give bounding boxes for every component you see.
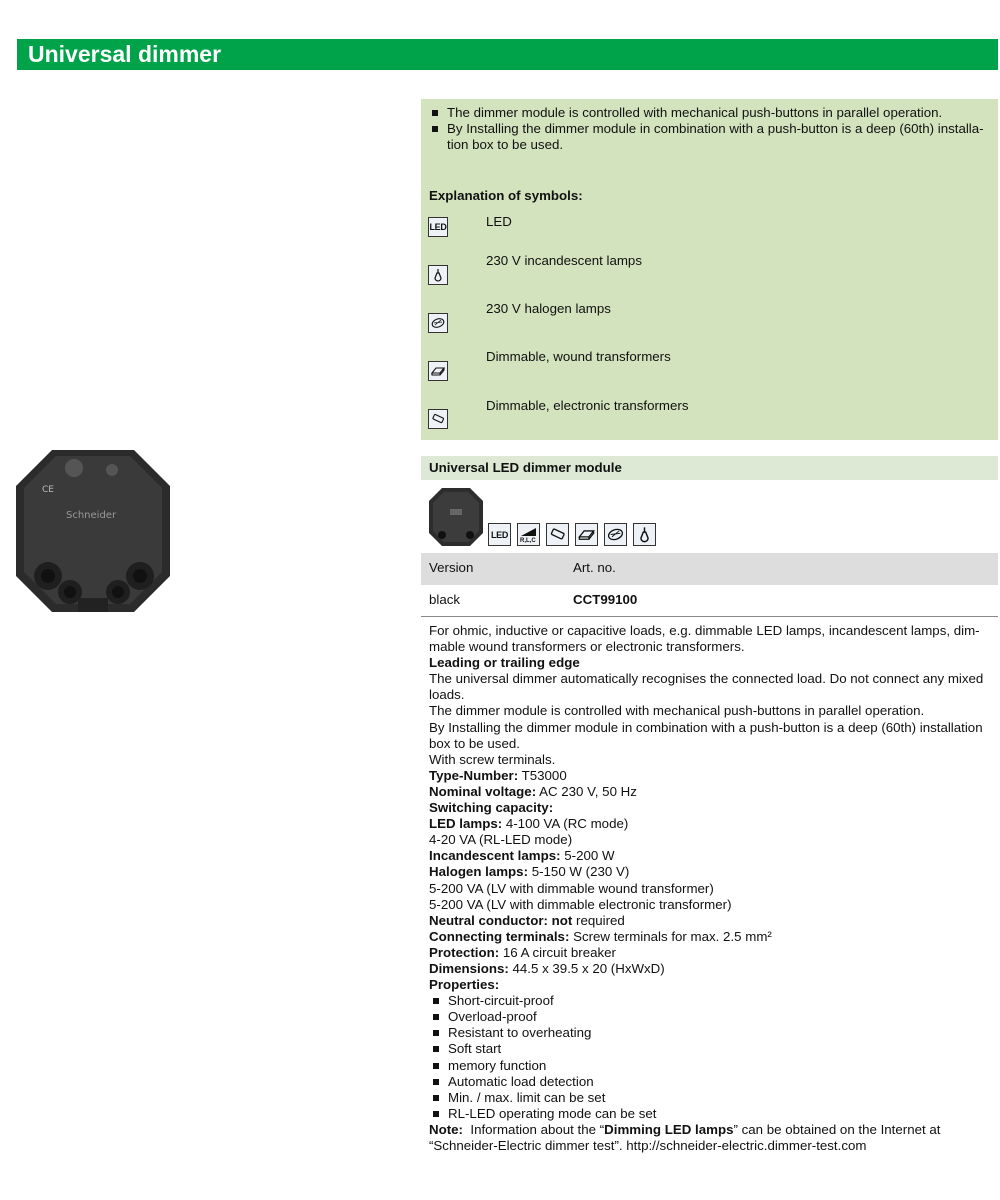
led-symbol-icon: LED [428, 217, 448, 237]
spec-terminals: Connecting terminals: Screw terminals for max. 2.5 mm² [429, 928, 772, 944]
info-panel [421, 99, 998, 440]
halogen-lamp-icon [604, 523, 627, 546]
list-item: Automatic load detection [429, 1074, 995, 1090]
list-item: Resistant to overheating [429, 1025, 995, 1041]
spec-halogen-2: 5-200 VA (LV with dimmable wound transformer) [429, 880, 714, 896]
symbol-row-halogen [428, 301, 988, 341]
symbol-label: LED [486, 214, 512, 229]
note: Note: Information about the “Dimming LED lamps” can be obtained on the Internet at “Schneider-Electric dimmer test”. http://schneider-electric.dimmer-test.com [429, 1121, 941, 1153]
led-symbol-icon: LED [488, 523, 511, 546]
symbol-label: 230 V halogen lamps [486, 301, 611, 316]
spec-led: LED lamps: 4-100 VA (RC mode) [429, 816, 629, 832]
product-description [429, 623, 995, 1154]
module-thumbnail [428, 487, 484, 547]
spec-switching-title: Switching capacity: [429, 800, 554, 816]
properties-title: Properties: [429, 977, 500, 993]
info-bullet: The dimmer module is controlled with mechanical push-buttons in parallel operation. [429, 105, 990, 121]
properties-list [429, 993, 995, 1122]
symbol-row-wound [428, 349, 988, 389]
list-item: memory function [429, 1058, 995, 1074]
list-item: RL-LED operating mode can be set [429, 1106, 995, 1122]
list-item: Min. / max. limit can be set [429, 1090, 995, 1106]
symbol-row-incandescent [428, 253, 988, 293]
spec-neutral: Neutral conductor: not required [429, 912, 625, 928]
desc-intro: For ohmic, inductive or capacitive loads, e.g. dimmable LED lamps, incandescent lamps, dim-mable wound transformers or electronic transformers. [429, 623, 980, 655]
info-bullet: By Installing the dimmer module in combination with a push-button is a deep (60th) installa-tion box to be used. [429, 121, 990, 153]
cell-art-no: CCT99100 [573, 592, 638, 607]
rlc-load-icon: R,L,C [517, 523, 540, 546]
symbol-row-led [428, 214, 988, 254]
symbol-row-electronic [428, 398, 988, 438]
list-item: Overload-proof [429, 1009, 995, 1025]
symbol-label: Dimmable, wound transformers [486, 349, 671, 364]
spec-incandescent: Incandescent lamps: 5-200 W [429, 848, 615, 864]
symbols-title: Explanation of symbols: [429, 188, 583, 203]
electronic-transformer-icon [428, 409, 448, 429]
desc-paragraph: The universal dimmer automatically recognises the connected load. Do not connect any mixed loads. [429, 671, 984, 703]
halogen-lamp-icon [428, 313, 448, 333]
svg-text:CE: CE [42, 485, 54, 495]
wound-transformer-icon [428, 361, 448, 381]
page-title: Universal dimmer [17, 39, 998, 70]
header-art-no: Art. no. [573, 560, 616, 575]
cell-version: black [429, 592, 461, 607]
header-version: Version [429, 560, 474, 575]
symbol-label: Dimmable, electronic transformers [486, 398, 689, 413]
spec-protection: Protection: 16 A circuit breaker [429, 944, 616, 960]
spec-type: Type-Number: T53000 [429, 767, 567, 783]
spec-halogen: Halogen lamps: 5-150 W (230 V) [429, 864, 630, 880]
product-photo [14, 448, 172, 614]
table-row [421, 585, 998, 617]
article-table [421, 553, 998, 617]
wound-transformer-icon [575, 523, 598, 546]
electronic-transformer-icon [546, 523, 569, 546]
incandescent-lamp-icon [428, 265, 448, 285]
list-item: Soft start [429, 1041, 995, 1057]
spec-voltage: Nominal voltage: AC 230 V, 50 Hz [429, 783, 637, 799]
desc-paragraph: With screw terminals. [429, 751, 556, 767]
spec-led-2: 4-20 VA (RL-LED mode) [429, 832, 573, 848]
desc-paragraph: By Installing the dimmer module in combination with a push-button is a deep (60th) installation box to be used. [429, 719, 983, 751]
spec-dimensions: Dimensions: 44.5 x 39.5 x 20 (HxWxD) [429, 960, 665, 976]
svg-text:Schneider: Schneider [66, 510, 117, 521]
desc-paragraph: The dimmer module is controlled with mechanical push-buttons in parallel operation. [429, 703, 925, 719]
module-icon-row [488, 523, 656, 546]
spec-halogen-3: 5-200 VA (LV with dimmable electronic transformer) [429, 896, 732, 912]
module-header: Universal LED dimmer module [421, 456, 998, 480]
list-item: Short-circuit-proof [429, 993, 995, 1009]
symbol-label: 230 V incandescent lamps [486, 253, 642, 268]
incandescent-lamp-icon [633, 523, 656, 546]
info-bullets [429, 105, 990, 153]
edge-title: Leading or trailing edge [429, 655, 580, 671]
table-header [421, 553, 998, 585]
